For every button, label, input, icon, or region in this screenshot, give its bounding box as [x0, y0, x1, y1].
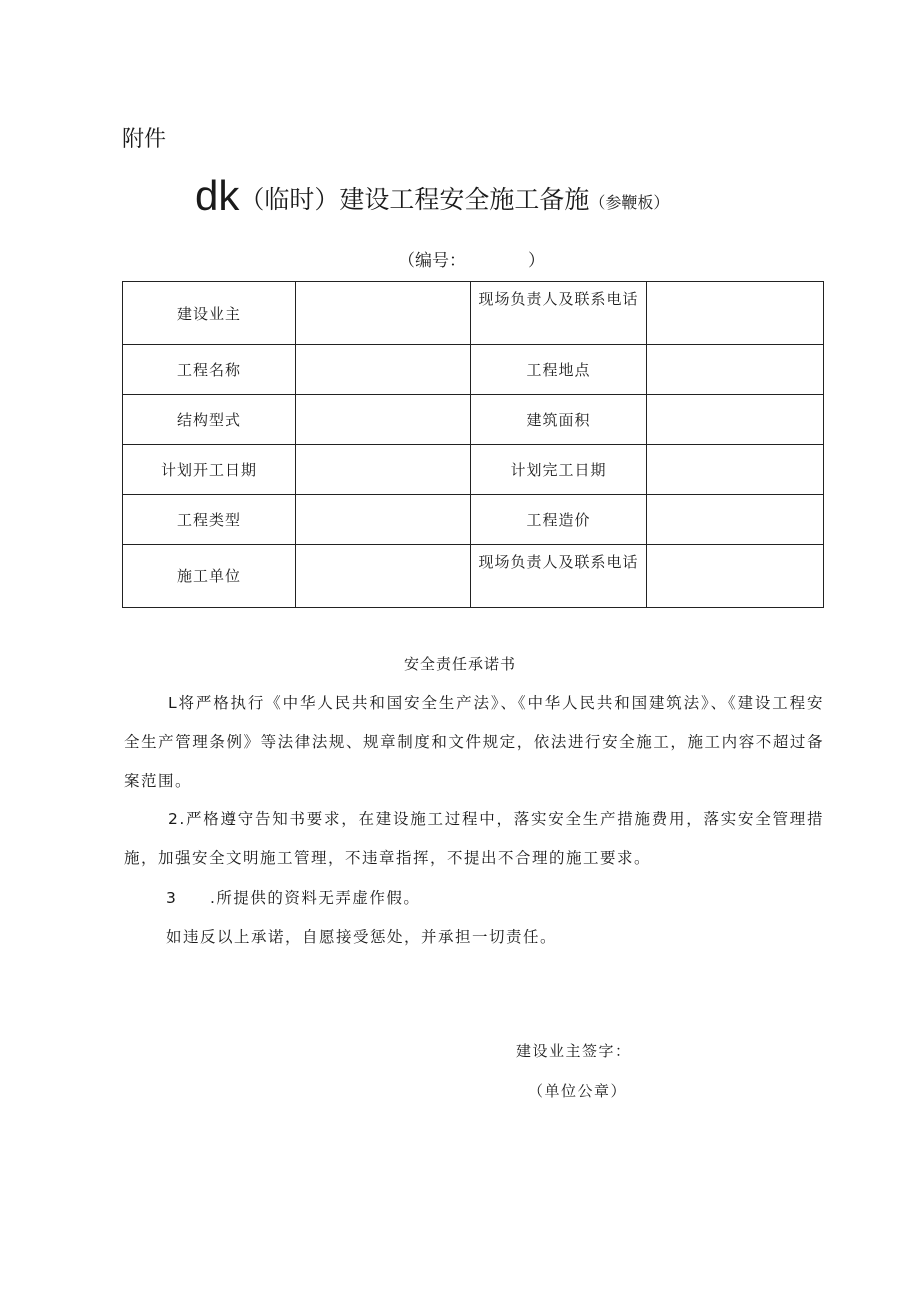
commitment-closing: 如违反以上承诺，自愿接受惩处，并承担一切责任。 — [166, 928, 558, 946]
title-prefix: dk — [195, 172, 240, 219]
commitment-item-1: L将严格执行《中华人民共和国安全生产法》、《中华人民共和国建筑法》、《建设工程安全生产管理条例》等法律法规、规章制度和文件规定，依法进行安全施工，施工内容不超过备案范围。 — [124, 694, 824, 790]
table-row — [123, 395, 824, 445]
serial-close: ） — [528, 251, 545, 271]
table-value-cell[interactable] — [296, 444, 471, 494]
table-value-cell[interactable] — [296, 345, 471, 395]
table-value-cell[interactable] — [647, 345, 824, 395]
commitment-item-2: 2.严格遵守告知书要求，在建设施工过程中，落实安全生产措施费用，落实安全管理措施，加强安全文明施工管理，不违章指挥，不提出不合理的施工要求。 — [124, 810, 824, 867]
table-label-cell: 建设业主 — [123, 282, 296, 345]
serial-number — [398, 246, 545, 271]
table-label-cell: 建筑面积 — [471, 395, 647, 445]
table-value-cell[interactable] — [647, 395, 824, 445]
item-3-number: 3 — [166, 889, 178, 907]
table-label-cell: 现场负责人及联系电话 — [471, 544, 647, 607]
table-row — [123, 444, 824, 494]
table-label-cell: 工程类型 — [123, 494, 296, 544]
table-label-cell: 工程造价 — [471, 494, 647, 544]
attachment-label: 附件 — [122, 127, 167, 152]
table-value-cell[interactable] — [296, 395, 471, 445]
table-value-cell[interactable] — [647, 544, 824, 607]
commitment-title: 安全责任承诺书 — [403, 655, 516, 673]
project-info-table — [122, 281, 824, 608]
table-value-cell[interactable] — [647, 494, 824, 544]
title-main: （临时）建设工程安全施工备施 — [239, 185, 590, 214]
table-label-cell: 工程名称 — [123, 345, 296, 395]
table-row — [123, 544, 824, 607]
table-label-cell: 工程地点 — [471, 345, 647, 395]
table-value-cell[interactable] — [296, 494, 471, 544]
owner-signature-label: 建设业主签字： — [516, 1042, 632, 1060]
table-value-cell[interactable] — [296, 282, 471, 345]
table-row — [123, 494, 824, 544]
table-value-cell[interactable] — [296, 544, 471, 607]
title-suffix: （参鞭板） — [589, 193, 670, 212]
table-label-cell: 计划开工日期 — [123, 444, 296, 494]
table-row — [123, 282, 824, 345]
table-label-cell: 施工单位 — [123, 544, 296, 607]
table-label-cell: 结构型式 — [123, 395, 296, 445]
table-value-cell[interactable] — [647, 282, 824, 345]
table-label-cell: 计划完工日期 — [471, 444, 647, 494]
document-title — [195, 172, 669, 220]
table-label-cell: 现场负责人及联系电话 — [471, 282, 647, 345]
table-row — [123, 345, 824, 395]
item-3-text: .所提供的资料无弄虚作假。 — [210, 889, 421, 907]
commitment-item-3 — [166, 879, 866, 918]
company-seal-label: （单位公章） — [528, 1082, 628, 1100]
table-value-cell[interactable] — [647, 444, 824, 494]
serial-label: （编号： — [398, 251, 466, 271]
